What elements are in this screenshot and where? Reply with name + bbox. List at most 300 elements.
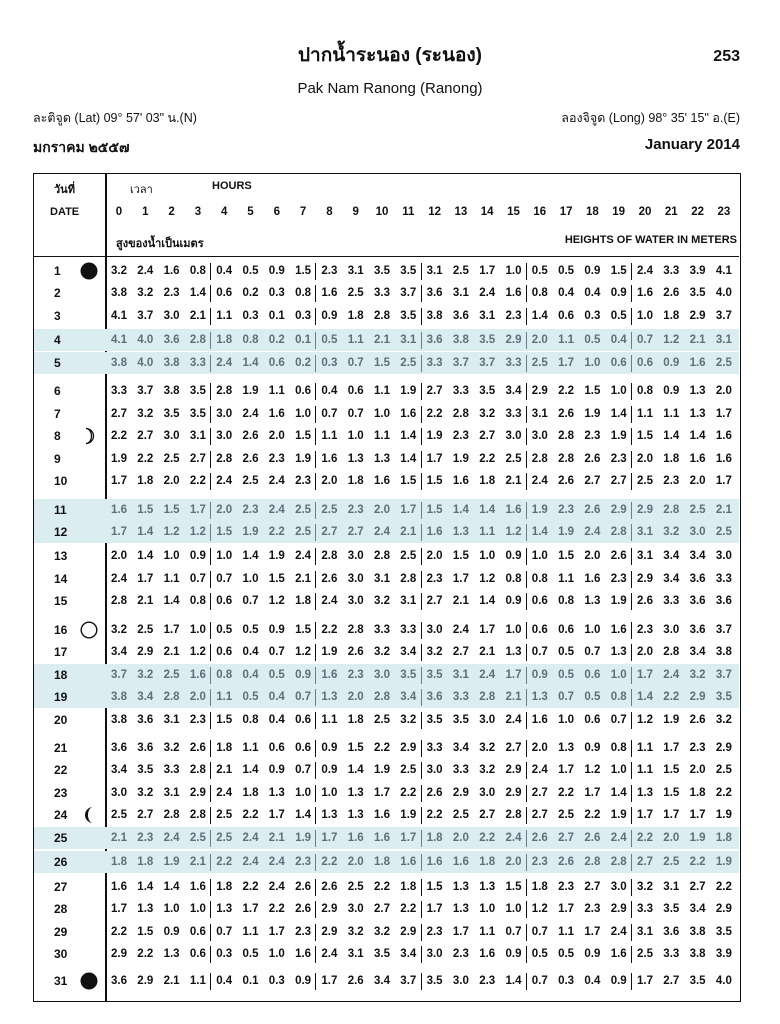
height-value: 1.4	[400, 452, 417, 465]
height-value: 1.3	[610, 646, 627, 659]
height-value: 2.8	[189, 334, 206, 347]
height-value: 2.5	[558, 809, 575, 822]
six-hour-separator	[315, 473, 316, 490]
height-value: 0.9	[163, 925, 180, 938]
height-value: 1.9	[295, 452, 312, 465]
height-value: 2.3	[347, 668, 364, 681]
height-value: 1.9	[584, 407, 601, 420]
six-hour-separator	[526, 712, 527, 729]
height-value: 2.5	[295, 503, 312, 516]
date-cell	[34, 782, 107, 804]
height-value: 1.7	[558, 764, 575, 777]
height-value: 0.3	[242, 309, 259, 322]
height-value: 0.9	[584, 948, 601, 961]
height-value: 2.3	[452, 430, 469, 443]
height-value: 1.3	[637, 786, 653, 799]
height-value: 2.1	[452, 595, 469, 608]
height-value: 1.0	[163, 550, 180, 563]
height-value: 1.6	[584, 572, 601, 585]
height-value: 3.1	[400, 595, 417, 608]
six-hour-separator	[315, 762, 316, 779]
height-value: 0.3	[268, 287, 285, 300]
date-cell	[34, 898, 107, 920]
height-value: 2.7	[111, 407, 127, 420]
height-value: 0.9	[505, 595, 522, 608]
table-row	[34, 641, 739, 663]
six-hour-separator	[421, 355, 422, 372]
height-value: 1.3	[689, 407, 706, 420]
height-value: 0.8	[242, 334, 259, 347]
height-value: 3.4	[689, 646, 706, 659]
height-value: 0.9	[189, 550, 206, 563]
height-value: 3.6	[137, 713, 154, 726]
table-row	[34, 305, 739, 327]
height-value: 1.1	[216, 309, 233, 322]
six-hour-separator	[210, 332, 211, 349]
height-value: 2.0	[637, 646, 653, 659]
height-value: 0.5	[558, 646, 575, 659]
height-value: 0.5	[268, 668, 285, 681]
height-value: 2.6	[189, 742, 206, 754]
height-value: 0.7	[242, 595, 259, 608]
height-value: 2.1	[163, 974, 180, 987]
date-cell	[34, 686, 107, 708]
height-value: 1.5	[137, 503, 154, 516]
height-value: 2.7	[584, 475, 601, 488]
height-value: 1.9	[558, 525, 575, 538]
height-value: 2.3	[295, 925, 312, 938]
height-value: 1.6	[610, 623, 627, 636]
height-value: 2.7	[610, 475, 627, 488]
height-value: 4.0	[137, 334, 154, 347]
height-value: 3.4	[374, 974, 390, 987]
table-row	[34, 568, 739, 590]
table-row	[34, 521, 739, 543]
six-hour-separator	[631, 524, 632, 541]
height-value: 1.5	[558, 550, 575, 563]
height-value: 3.2	[479, 407, 496, 420]
height-value: 2.3	[321, 265, 338, 277]
height-value: 0.6	[216, 287, 233, 300]
height-value: 1.6	[374, 831, 390, 844]
height-value: 1.6	[479, 948, 496, 961]
height-value: 0.6	[295, 742, 312, 754]
height-value: 1.9	[242, 525, 259, 538]
height-value: 1.8	[216, 742, 233, 754]
six-hour-separator	[421, 807, 422, 824]
height-value: 1.4	[242, 764, 259, 777]
six-hour-separator	[631, 308, 632, 325]
six-hour-separator	[526, 689, 527, 706]
height-value: 1.5	[295, 623, 312, 636]
hour-label: 18	[585, 206, 599, 218]
date-cell	[34, 380, 107, 402]
height-value: 1.0	[216, 550, 233, 563]
height-value: 3.4	[689, 903, 706, 916]
six-hour-separator	[421, 308, 422, 325]
height-value: 2.2	[426, 809, 443, 822]
height-value: 2.7	[137, 430, 154, 443]
height-value: 3.2	[374, 595, 390, 608]
six-hour-separator	[631, 924, 632, 941]
height-value: 0.4	[584, 974, 601, 987]
height-value: 0.8	[189, 265, 206, 277]
height-value: 2.3	[637, 623, 653, 636]
height-value: 3.6	[689, 572, 706, 585]
height-value: 0.9	[295, 668, 312, 681]
date-cell	[34, 545, 107, 567]
height-value: 0.4	[268, 713, 285, 726]
height-value: 1.7	[426, 452, 443, 465]
height-value: 2.4	[242, 407, 259, 420]
height-value: 3.6	[452, 309, 469, 322]
height-value: 1.0	[584, 356, 601, 369]
height-value: 2.2	[637, 831, 653, 844]
height-value: 2.7	[584, 880, 601, 893]
six-hour-separator	[315, 924, 316, 941]
height-value: 2.3	[610, 452, 627, 465]
height-value: 3.1	[479, 309, 496, 322]
table-row	[34, 827, 739, 849]
height-value: 1.8	[663, 452, 680, 465]
six-hour-separator	[421, 502, 422, 519]
height-value: 1.6	[268, 407, 285, 420]
height-value: 3.3	[374, 623, 390, 636]
height-value: 2.6	[637, 595, 653, 608]
height-value: 1.9	[400, 385, 417, 398]
height-value: 0.9	[663, 385, 680, 398]
table-row	[34, 619, 739, 641]
height-value: 3.4	[663, 572, 680, 585]
height-value: 3.3	[374, 287, 390, 300]
height-value: 1.8	[347, 309, 364, 322]
height-value: 2.9	[715, 903, 732, 916]
height-value: 1.6	[531, 713, 548, 726]
height-value: 2.3	[163, 287, 180, 300]
six-hour-separator	[421, 473, 422, 490]
table-row	[34, 782, 739, 804]
height-value: 1.7	[584, 786, 601, 799]
height-value: 2.4	[268, 856, 285, 869]
hour-label: 5	[247, 206, 254, 218]
height-value: 3.3	[663, 595, 680, 608]
six-hour-separator	[210, 263, 211, 280]
height-value: 3.0	[505, 430, 522, 443]
height-value: 1.7	[268, 925, 285, 938]
six-hour-separator	[631, 807, 632, 824]
height-value: 1.6	[111, 503, 127, 516]
height-value: 1.6	[400, 407, 417, 420]
height-value: 1.4	[163, 595, 180, 608]
height-value: 2.6	[531, 831, 548, 844]
height-value: 1.4	[531, 525, 548, 538]
height-value: 2.6	[242, 452, 259, 465]
height-value: 3.6	[689, 595, 706, 608]
six-hour-separator	[526, 355, 527, 372]
height-value: 2.6	[584, 452, 601, 465]
six-hour-separator	[210, 524, 211, 541]
six-hour-separator	[210, 451, 211, 468]
height-value: 1.4	[531, 309, 548, 322]
height-value: 1.1	[374, 430, 390, 443]
height-value: 3.4	[111, 764, 127, 777]
height-value: 2.6	[584, 503, 601, 516]
height-value: 0.8	[531, 287, 548, 300]
height-value: 2.7	[663, 974, 680, 987]
height-value: 3.4	[452, 742, 469, 754]
height-value: 2.1	[479, 646, 496, 659]
height-value: 1.7	[479, 265, 496, 277]
six-hour-separator	[315, 451, 316, 468]
height-value: 2.7	[347, 525, 364, 538]
height-value: 1.7	[400, 831, 417, 844]
height-value: 0.4	[242, 646, 259, 659]
height-value: 2.4	[268, 475, 285, 488]
height-value: 2.7	[426, 595, 443, 608]
height-value: 0.9	[321, 309, 338, 322]
height-value: 3.7	[479, 356, 496, 369]
six-hour-separator	[315, 830, 316, 847]
height-value: 2.8	[558, 430, 575, 443]
table-row	[34, 425, 739, 447]
table-row	[34, 380, 739, 402]
six-hour-separator	[526, 308, 527, 325]
date-number: 12	[54, 524, 68, 539]
height-value: 0.5	[216, 623, 233, 636]
height-value: 1.6	[111, 880, 127, 893]
height-value: 2.0	[374, 503, 390, 516]
date-number: 17	[54, 645, 68, 660]
height-value: 0.9	[584, 742, 601, 754]
height-value: 3.5	[479, 334, 496, 347]
height-value: 3.0	[347, 572, 364, 585]
height-value: 2.3	[558, 503, 575, 516]
height-value: 0.5	[584, 334, 601, 347]
height-label-thai: สูงของน้ำเป็นเมตร	[116, 238, 204, 250]
six-hour-separator	[631, 644, 632, 661]
height-value: 1.7	[584, 925, 601, 938]
height-value: 1.6	[321, 287, 338, 300]
height-value: 2.2	[479, 452, 496, 465]
table-row	[34, 329, 739, 351]
date-number: 30	[54, 947, 68, 962]
height-value: 1.1	[374, 385, 390, 398]
title-english: Pak Nam Ranong (Ranong)	[297, 80, 483, 97]
height-value: 3.6	[137, 742, 154, 754]
height-value: 3.0	[426, 623, 443, 636]
height-value: 3.4	[663, 550, 680, 563]
six-hour-separator	[210, 428, 211, 445]
table-row	[34, 921, 739, 943]
six-hour-separator	[526, 263, 527, 280]
date-cell	[34, 329, 107, 351]
height-value: 3.7	[715, 668, 732, 681]
height-value: 2.3	[295, 856, 312, 869]
height-value: 1.2	[584, 764, 601, 777]
height-value: 4.1	[715, 265, 732, 277]
six-hour-separator	[421, 406, 422, 423]
height-value: 3.4	[137, 691, 154, 704]
height-value: 1.3	[163, 948, 180, 961]
height-value: 1.2	[189, 646, 206, 659]
height-value: 2.0	[452, 831, 469, 844]
height-value: 2.3	[137, 831, 154, 844]
height-value: 1.7	[321, 974, 338, 987]
table-row	[34, 970, 739, 992]
height-value: 2.3	[663, 475, 680, 488]
six-hour-separator	[421, 924, 422, 941]
height-value: 1.4	[163, 880, 180, 893]
height-value: 3.2	[111, 265, 127, 277]
height-value: 0.4	[268, 691, 285, 704]
height-value: 3.3	[663, 265, 680, 277]
height-value: 1.9	[111, 452, 127, 465]
date-number: 21	[54, 741, 68, 755]
hour-label: 8	[326, 206, 333, 218]
six-hour-separator	[315, 740, 316, 757]
height-value: 2.1	[295, 572, 312, 585]
height-value: 1.3	[347, 809, 364, 822]
height-value: 2.5	[637, 475, 653, 488]
date-cell	[34, 804, 107, 826]
six-hour-separator	[210, 689, 211, 706]
height-value: 1.1	[479, 925, 496, 938]
height-value: 3.8	[111, 691, 127, 704]
height-value: 2.0	[584, 550, 601, 563]
height-value: 2.4	[452, 623, 469, 636]
table-row	[34, 499, 739, 521]
height-value: 2.7	[426, 385, 443, 398]
height-value: 1.6	[374, 809, 390, 822]
height-value: 1.9	[400, 809, 417, 822]
height-value: 1.3	[347, 786, 364, 799]
height-value: 2.5	[189, 831, 206, 844]
height-value: 2.5	[505, 452, 522, 465]
height-value: 1.6	[321, 452, 338, 465]
height-value: 1.2	[189, 525, 206, 538]
height-value: 2.8	[163, 691, 180, 704]
height-value: 1.7	[400, 503, 417, 516]
height-value: 0.6	[189, 925, 206, 938]
height-value: 2.4	[374, 525, 390, 538]
height-value: 3.5	[137, 764, 154, 777]
hour-label: 10	[375, 206, 389, 218]
hour-label: 23	[717, 206, 731, 218]
six-hour-separator	[631, 263, 632, 280]
height-value: 2.6	[558, 407, 575, 420]
height-value: 1.9	[242, 385, 259, 398]
six-hour-separator	[631, 785, 632, 802]
height-value: 1.8	[347, 475, 364, 488]
height-value: 1.6	[321, 668, 338, 681]
height-value: 1.9	[610, 430, 627, 443]
six-hour-separator	[421, 973, 422, 990]
height-value: 2.4	[111, 572, 127, 585]
height-value: 2.1	[163, 646, 180, 659]
height-value: 3.2	[137, 287, 154, 300]
height-value: 3.2	[137, 407, 154, 420]
height-value: 2.8	[558, 452, 575, 465]
height-value: 3.5	[400, 265, 417, 277]
height-value: 3.5	[479, 385, 496, 398]
date-cell	[34, 590, 107, 612]
height-value: 1.7	[558, 903, 575, 916]
height-value: 2.2	[111, 925, 127, 938]
six-hour-separator	[526, 785, 527, 802]
height-value: 4.0	[137, 356, 154, 369]
height-value: 0.8	[610, 742, 627, 754]
height-value: 3.6	[426, 287, 443, 300]
height-value: 3.1	[531, 407, 548, 420]
height-value: 2.1	[189, 856, 206, 869]
height-value: 3.6	[426, 334, 443, 347]
table-row	[34, 282, 739, 304]
height-value: 3.6	[715, 595, 732, 608]
height-value: 1.1	[268, 385, 285, 398]
height-value: 2.3	[610, 572, 627, 585]
height-value: 2.1	[505, 691, 522, 704]
height-value: 0.9	[584, 265, 601, 277]
height-value: 2.1	[715, 503, 732, 516]
height-value: 0.7	[531, 925, 548, 938]
height-value: 1.8	[663, 309, 680, 322]
height-value: 2.5	[347, 287, 364, 300]
six-hour-separator	[210, 973, 211, 990]
height-value: 2.3	[426, 925, 443, 938]
height-value: 0.5	[242, 265, 259, 277]
height-value: 2.5	[452, 809, 469, 822]
table-row	[34, 851, 739, 873]
height-value: 1.7	[637, 974, 653, 987]
six-hour-separator	[315, 807, 316, 824]
table-row	[34, 686, 739, 708]
height-value: 3.0	[426, 764, 443, 777]
height-value: 1.5	[163, 503, 180, 516]
height-value: 3.9	[689, 265, 706, 277]
height-value: 2.9	[505, 764, 522, 777]
height-value: 1.4	[610, 786, 627, 799]
date-number: 31	[54, 973, 68, 988]
hour-label: 17	[559, 206, 573, 218]
six-hour-separator	[315, 308, 316, 325]
height-value: 1.7	[689, 809, 706, 822]
hour-label: 1	[142, 206, 149, 218]
height-value: 2.4	[610, 831, 627, 844]
height-value: 0.5	[242, 691, 259, 704]
six-hour-separator	[315, 406, 316, 423]
six-hour-separator	[526, 473, 527, 490]
height-value: 1.2	[163, 525, 180, 538]
height-value: 1.7	[479, 623, 496, 636]
date-number: 20	[54, 712, 68, 727]
height-value: 1.8	[715, 831, 732, 844]
height-value: 0.2	[268, 334, 285, 347]
height-value: 2.8	[584, 856, 601, 869]
height-value: 2.7	[689, 880, 706, 893]
six-hour-separator	[315, 524, 316, 541]
height-value: 2.2	[374, 880, 390, 893]
height-value: 4.0	[715, 974, 732, 987]
height-value: 1.3	[584, 595, 601, 608]
height-value: 2.0	[321, 475, 338, 488]
date-cell	[34, 282, 107, 304]
height-value: 1.6	[374, 475, 390, 488]
height-value: 2.0	[163, 475, 180, 488]
height-value: 1.9	[610, 809, 627, 822]
hour-label: 11	[402, 206, 415, 218]
height-value: 0.7	[531, 646, 548, 659]
height-value: 3.5	[689, 974, 706, 987]
